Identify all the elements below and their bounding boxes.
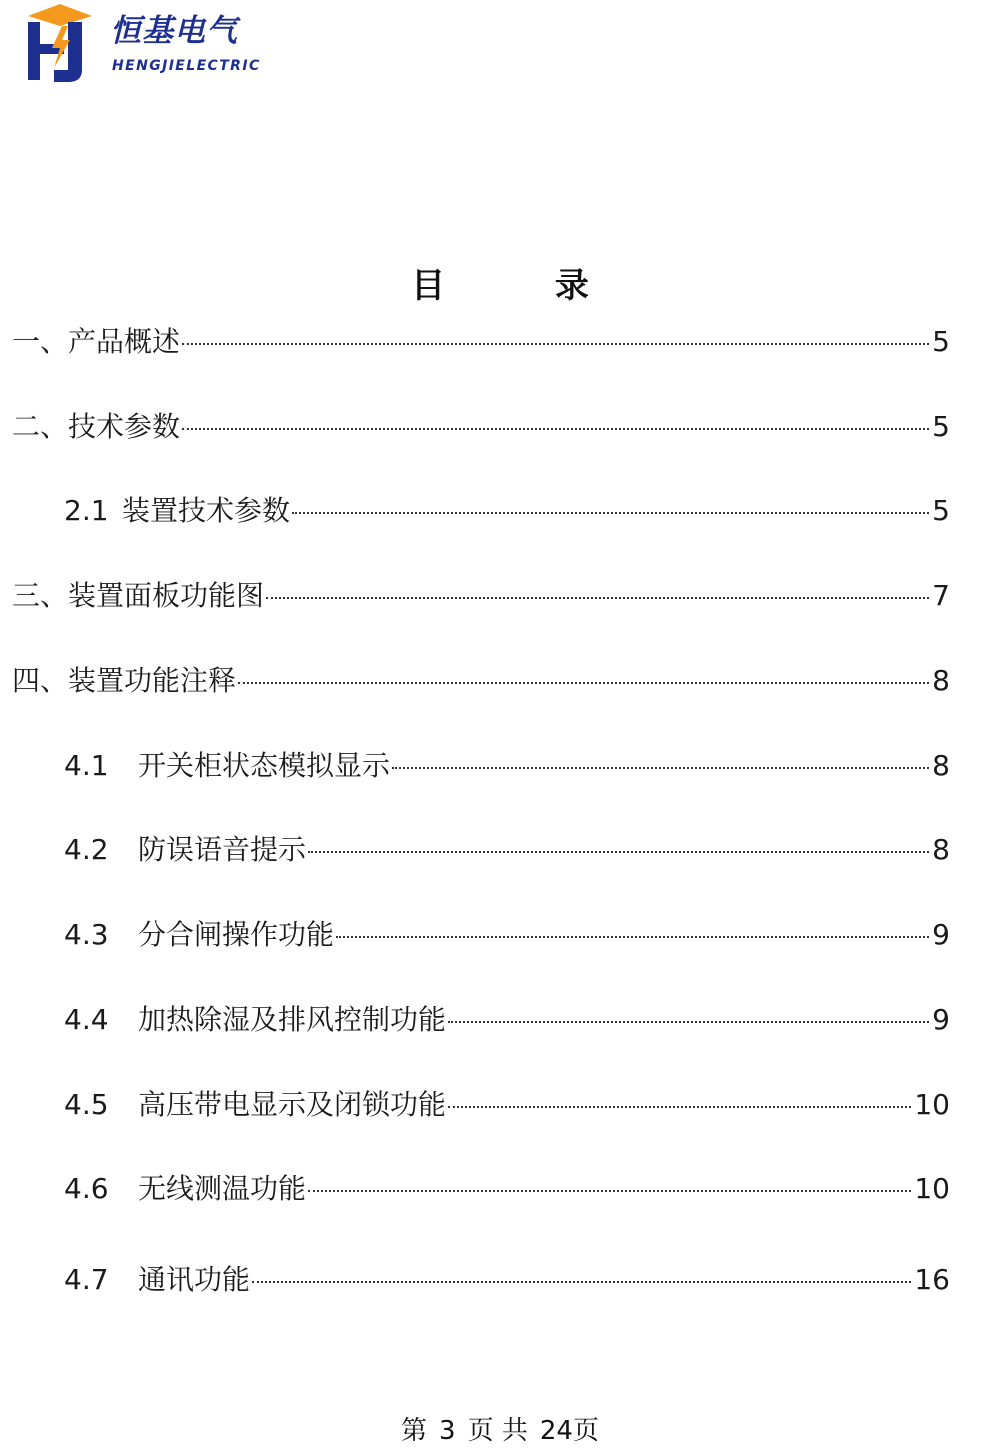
- page-footer: [0, 1410, 1000, 1447]
- toc-entry-text: 二、技术参数: [12, 410, 181, 443]
- toc-dot-leader: [182, 428, 929, 430]
- toc-subentry[interactable]: [64, 1262, 950, 1298]
- toc-page-number: 10: [914, 1172, 950, 1205]
- toc-page-number: 5: [932, 410, 950, 443]
- toc-entry-text: 三、装置面板功能图: [12, 579, 265, 612]
- footer-current-page: 3: [439, 1416, 456, 1446]
- toc-page-number: 5: [932, 494, 950, 527]
- toc-dot-leader: [448, 1106, 911, 1108]
- toc-entry-text: 一、产品概述: [12, 325, 181, 358]
- logo-chinese-name: 恒基电气: [110, 13, 238, 49]
- toc-page-number: 8: [932, 749, 950, 782]
- toc-subentry[interactable]: [64, 493, 950, 529]
- toc-subentry[interactable]: [64, 1171, 950, 1207]
- toc-subentry[interactable]: [64, 1087, 950, 1123]
- toc-entry[interactable]: [12, 578, 950, 614]
- toc-entry-text: 装置技术参数: [122, 494, 291, 527]
- toc-entry-text: 加热除湿及排风控制功能: [138, 1003, 447, 1036]
- footer-middle: 页 共: [467, 1416, 528, 1446]
- toc-page-number: 9: [932, 1003, 950, 1036]
- toc-section-number: 4.3: [64, 918, 109, 951]
- toc-page-number: 7: [932, 579, 950, 612]
- toc-section-number: 2.1: [64, 494, 109, 527]
- toc-dot-leader: [238, 682, 929, 684]
- toc-dot-leader: [266, 597, 929, 599]
- toc-dot-leader: [448, 1021, 929, 1023]
- toc-page-number: 16: [914, 1263, 950, 1296]
- toc-entry-text: 防误语音提示: [138, 833, 307, 866]
- toc-dot-leader: [308, 851, 929, 853]
- hj-logo-icon: [24, 4, 96, 82]
- toc-dot-leader: [308, 1190, 911, 1192]
- toc-dot-leader: [292, 512, 929, 514]
- toc-entry-text: 高压带电显示及闭锁功能: [138, 1088, 447, 1121]
- toc-subentry[interactable]: [64, 832, 950, 868]
- toc-page-number: 9: [932, 918, 950, 951]
- toc-dot-leader: [392, 767, 929, 769]
- company-logo: [24, 4, 284, 84]
- toc-entry-text: 通讯功能: [138, 1263, 251, 1296]
- toc-entry[interactable]: [12, 324, 950, 360]
- toc-entry-text: 开关柜状态模拟显示: [138, 749, 391, 782]
- toc-dot-leader: [182, 343, 929, 345]
- toc-entry-text: 四、装置功能注释: [12, 664, 237, 697]
- toc-entry-text: 无线测温功能: [138, 1172, 307, 1205]
- toc-subentry[interactable]: [64, 917, 950, 953]
- toc-page-number: 8: [932, 664, 950, 697]
- toc-subentry[interactable]: [64, 1002, 950, 1038]
- toc-section-number: 4.5: [64, 1088, 109, 1121]
- logo-english-name: HENGJIELECTRIC: [112, 58, 261, 74]
- toc-page-number: 5: [932, 325, 950, 358]
- toc-subentry[interactable]: [64, 748, 950, 784]
- footer-prefix: 第: [401, 1416, 428, 1446]
- footer-total-pages: 24页: [539, 1416, 599, 1446]
- toc-entry-text: 分合闸操作功能: [138, 918, 335, 951]
- toc-page-number: 10: [914, 1088, 950, 1121]
- toc-section-number: 4.6: [64, 1172, 109, 1205]
- toc-entry[interactable]: [12, 663, 950, 699]
- toc-section-number: 4.2: [64, 833, 109, 866]
- toc-dot-leader: [252, 1281, 911, 1283]
- toc-page-number: 8: [932, 833, 950, 866]
- toc-section-number: 4.4: [64, 1003, 109, 1036]
- toc-dot-leader: [336, 936, 929, 938]
- toc-section-number: 4.1: [64, 749, 109, 782]
- toc-title: 目 录: [411, 266, 589, 306]
- toc-entry[interactable]: [12, 409, 950, 445]
- toc-section-number: 4.7: [64, 1263, 109, 1296]
